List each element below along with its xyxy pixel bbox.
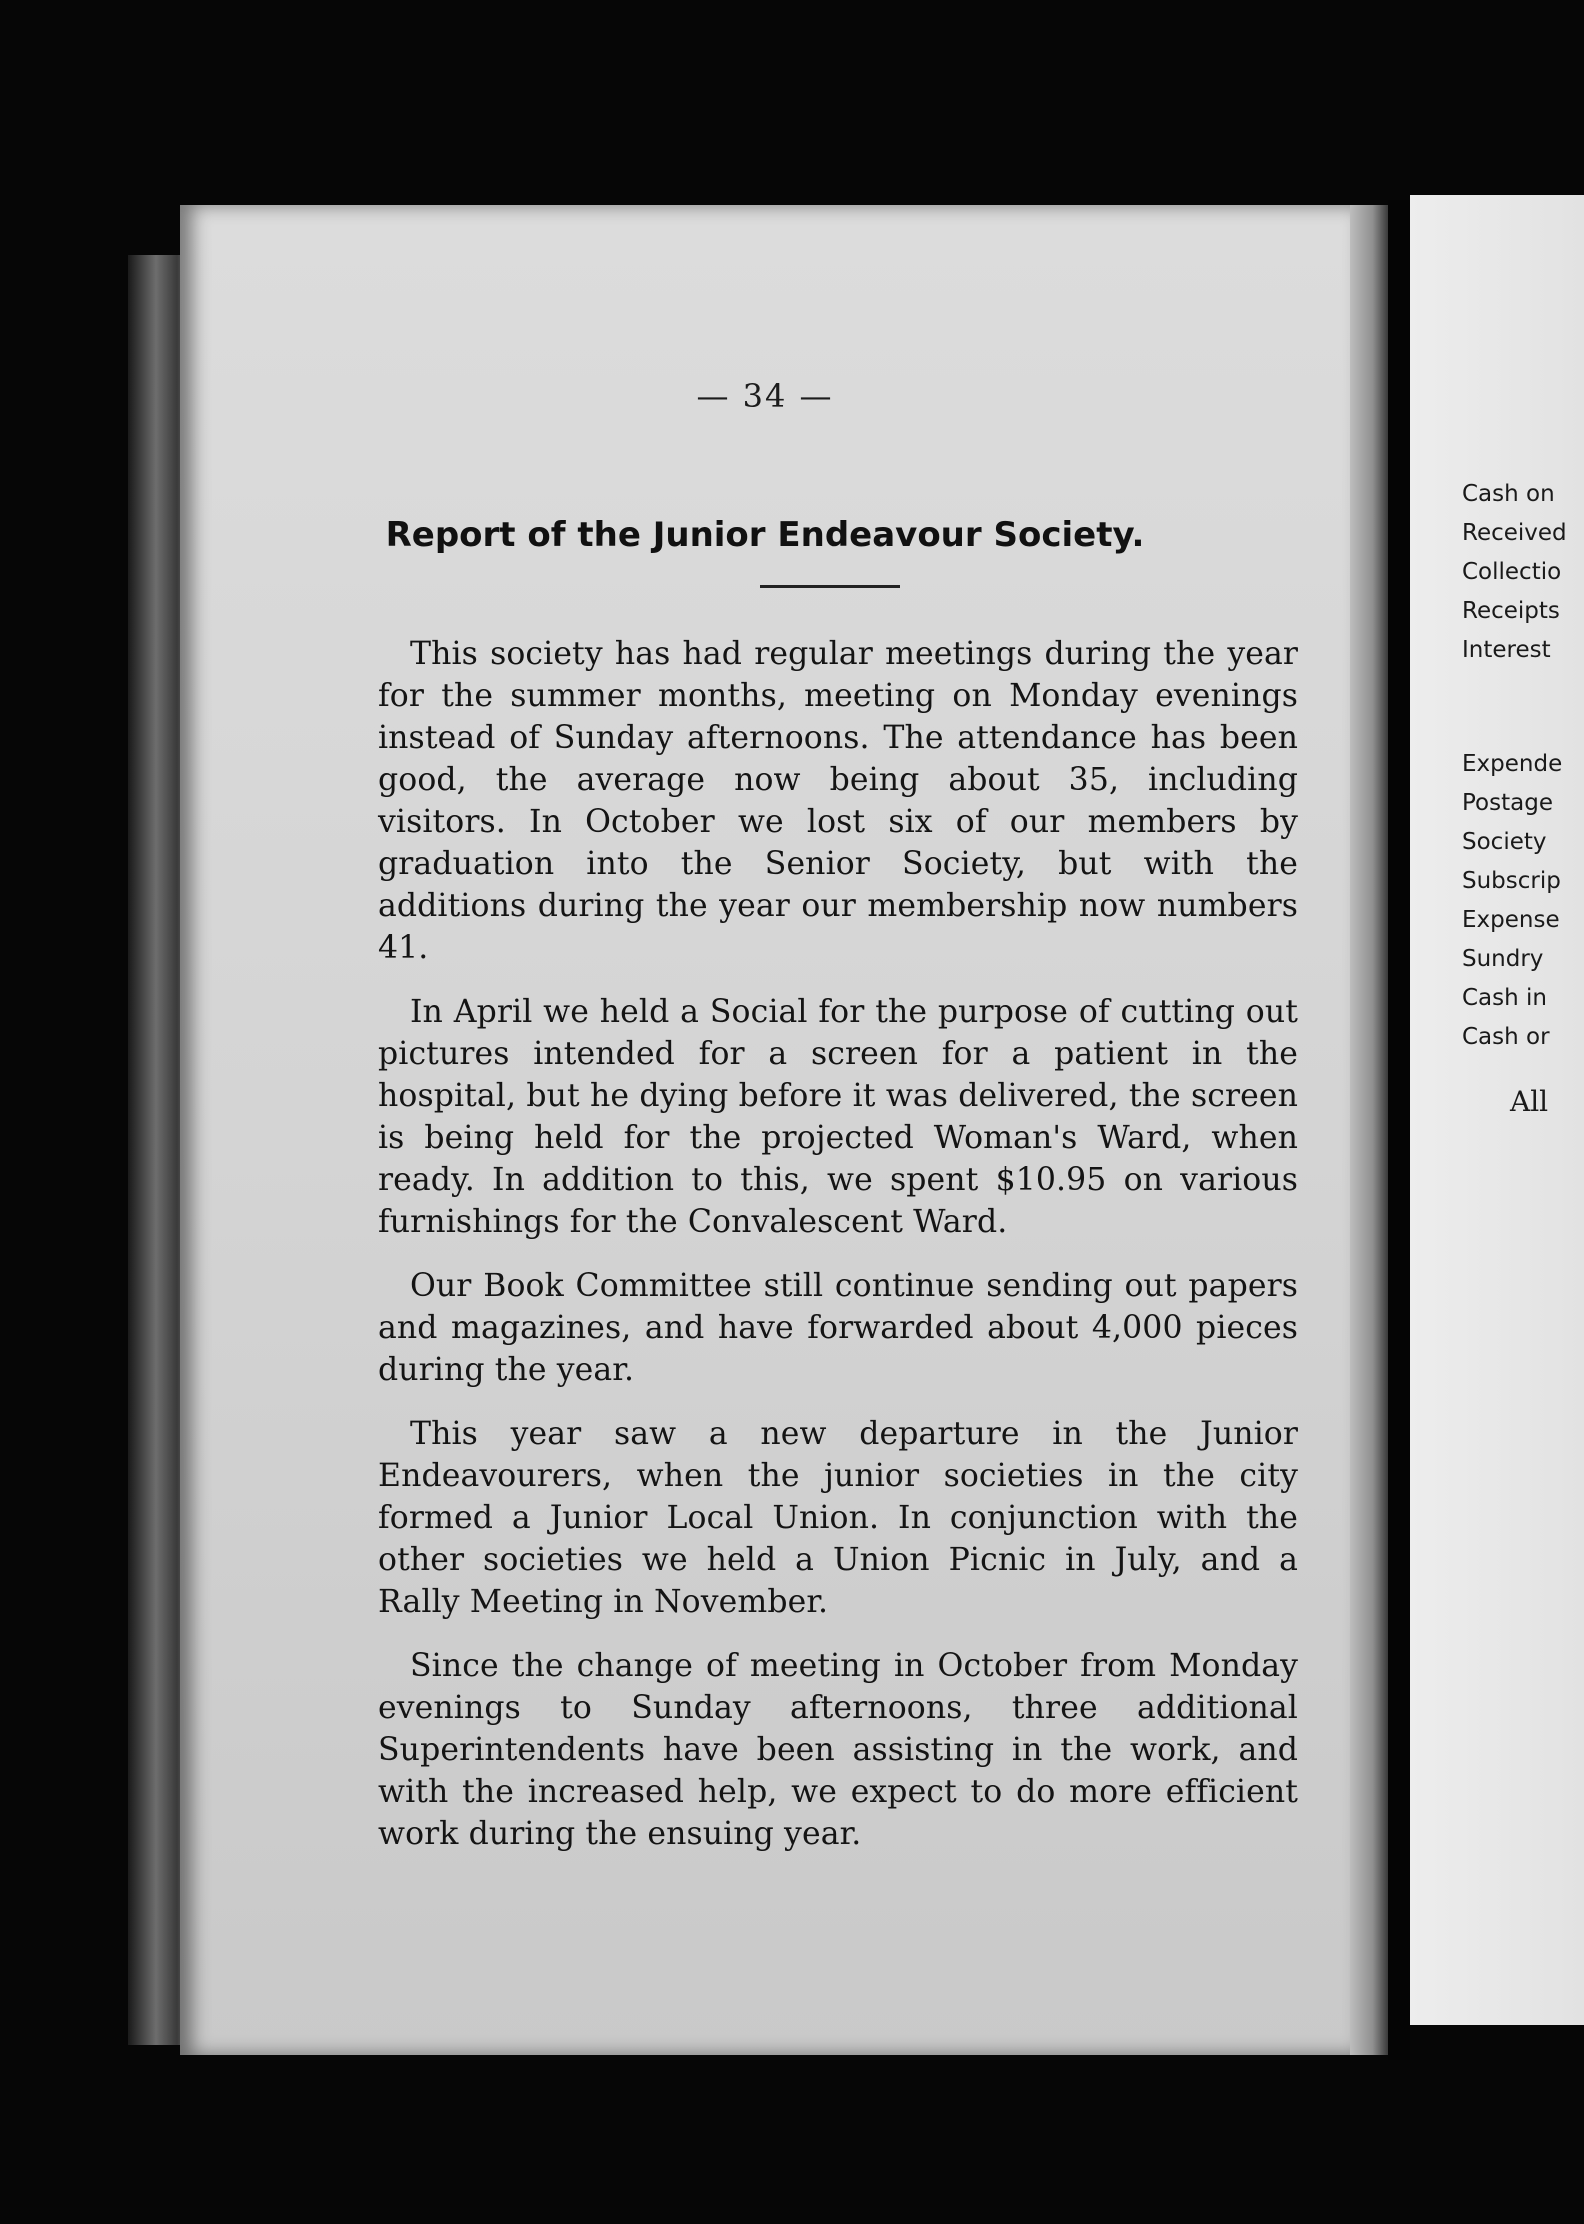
right-entry: Subscrip <box>1462 868 1561 894</box>
right-entry: Collectio <box>1462 559 1562 585</box>
page-number: — 34 — <box>696 377 834 415</box>
right-entry: Expende <box>1462 751 1563 777</box>
right-entry: Interest <box>1462 637 1551 663</box>
paragraph-superintendents: Since the change of meeting in October from Monday evenings to Sunday afternoons, three additional Superintendents have been assisting in the work, and with the increased help, we expect to do more efficient work during the ensuing year. <box>378 1648 1298 1852</box>
paragraph-social: In April we held a Social for the purpose of cutting out pictures intended for a screen for a patient in the hospital, but he dying before it was delivered, the screen is being held for the projected Woman's Ward, when ready. In addition to this, we spent $10.95 on various furnishings for the Convalescent Ward. <box>378 994 1298 1240</box>
paragraph-meetings: This society has had regular meetings during the year for the summer months, meeting on Monday evenings instead of Sunday afternoons. The attendance has been good, the average now being about 35, including visitors. In October we lost six of our members by graduation into the Senior Society, but with the additions during the year our membership now numbers 41. <box>378 636 1298 966</box>
paragraph-book-committee: Our Book Committee still continue sending out papers and magazines, and have forwarded about 4,000 pieces during the year. <box>378 1268 1298 1388</box>
right-tail-text: All <box>1510 1085 1549 1118</box>
book-gutter <box>1388 200 1410 2060</box>
right-entry: Receipts <box>1462 598 1560 624</box>
page-edge <box>1350 205 1388 2055</box>
right-page-entries <box>1462 475 1584 1118</box>
right-spacer <box>1462 670 1584 745</box>
right-entry: Cash on <box>1462 481 1555 507</box>
right-entry: Society <box>1462 829 1547 855</box>
right-page <box>1410 195 1584 2025</box>
report-title: Report of the Junior Endeavour Society. <box>385 515 1145 555</box>
paragraph-local-union: This year saw a new departure in the Junior Endeavourers, when the junior societies in the city formed a Junior Local Union. In conjunction with the other societies we held a Union Picnic in July, and a Rally Meeting in November. <box>378 1416 1298 1620</box>
right-entry: Expense <box>1462 907 1560 933</box>
report-body <box>378 633 1298 1877</box>
right-entry: Sundry <box>1462 946 1544 972</box>
right-entry: Postage <box>1462 790 1553 816</box>
left-page <box>180 205 1350 2055</box>
right-entry: Cash or <box>1462 1024 1550 1050</box>
title-rule <box>760 585 900 588</box>
right-entry: Cash in <box>1462 985 1547 1011</box>
right-entry: Received <box>1462 520 1567 546</box>
